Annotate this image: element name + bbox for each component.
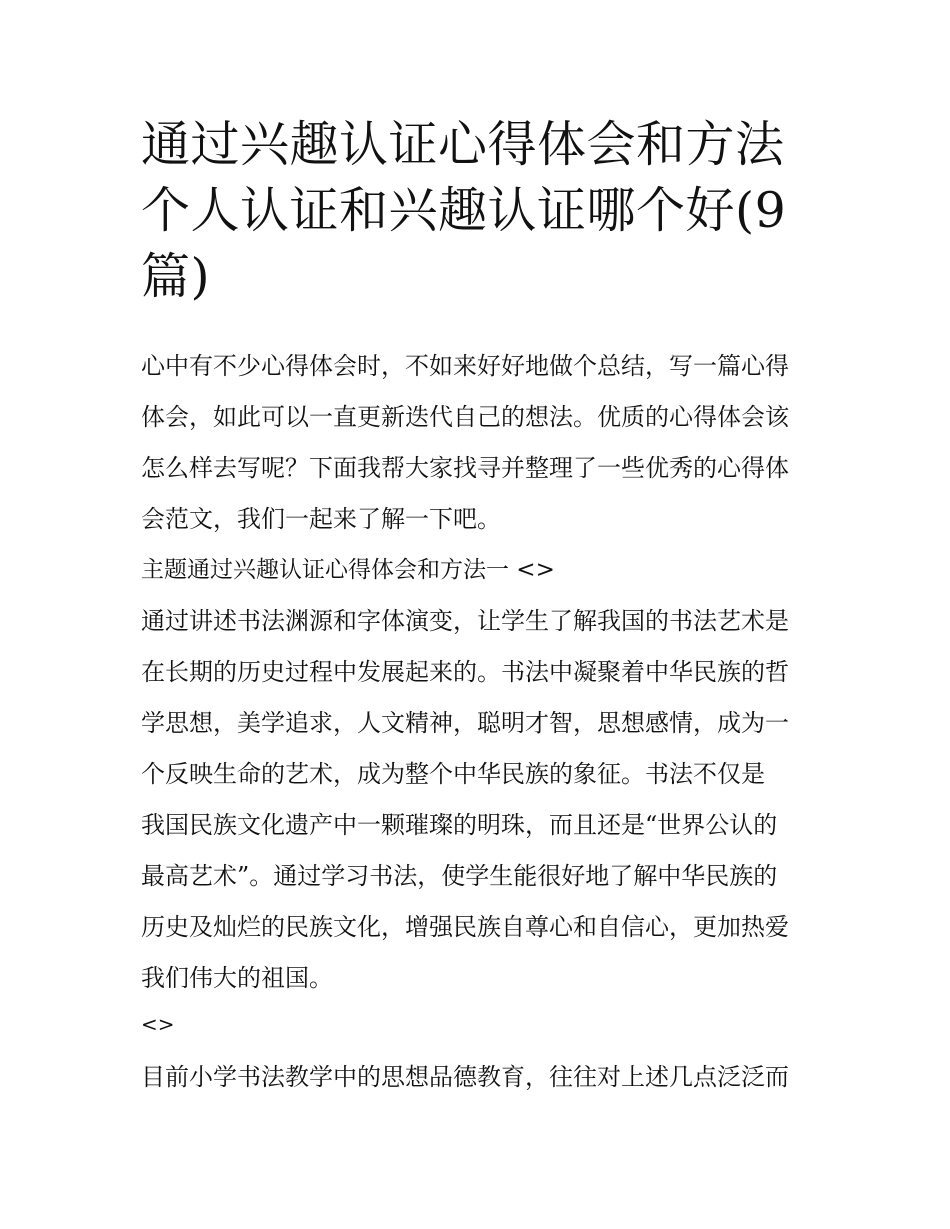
text-line: 体会，如此可以一直更新迭代自己的想法。优质的心得体会该 [141, 403, 789, 431]
document-title [141, 112, 813, 310]
text-line: 会范文，我们一起来了解一下吧。 [141, 505, 501, 533]
title-line: 个人认证和兴趣认证哪个好(9 [141, 182, 787, 239]
continuation-paragraph [141, 1052, 813, 1103]
text-line: 目前小学书法教学中的思想品德教育，往往对上述几点泛泛而 [141, 1063, 789, 1091]
text-line: 怎么样去写呢？下面我帮大家找寻并整理了一些优秀的心得体 [141, 454, 789, 482]
text-line: 在长期的历史过程中发展起来的。书法中凝聚着中华民族的哲 [141, 658, 789, 686]
section-paragraph [141, 596, 813, 1004]
document-page [141, 112, 813, 1103]
text-line: 历史及灿烂的民族文化，增强民族自尊心和自信心，更加热爱 [141, 913, 789, 941]
intro-paragraph [141, 341, 813, 545]
placeholder-marker: <> [141, 1012, 175, 1036]
text-line: 个反映生命的艺术，成为整个中华民族的象征。书法不仅是 [141, 760, 765, 788]
document-body [141, 341, 813, 1103]
title-line: 通过兴趣认证心得体会和方法 [141, 116, 785, 173]
text-line: 通过讲述书法渊源和字体演变，让学生了解我国的书法艺术是 [141, 607, 789, 635]
text-line: 学思想，美学追求，人文精神，聪明才智，思想感情，成为一 [141, 709, 789, 737]
section-heading: 主题通过兴趣认证心得体会和方法一 <> [141, 557, 555, 583]
text-line: 我国民族文化遗产中一颗璀璨的明珠，而且还是“世界公认的 [141, 811, 778, 839]
text-line: 最高艺术”。通过学习书法，使学生能很好地了解中华民族的 [141, 862, 778, 890]
text-line: 我们伟大的祖国。 [141, 964, 333, 992]
text-line: 心中有不少心得体会时，不如来好好地做个总结，写一篇心得 [141, 352, 789, 380]
title-line: 篇) [141, 248, 211, 305]
